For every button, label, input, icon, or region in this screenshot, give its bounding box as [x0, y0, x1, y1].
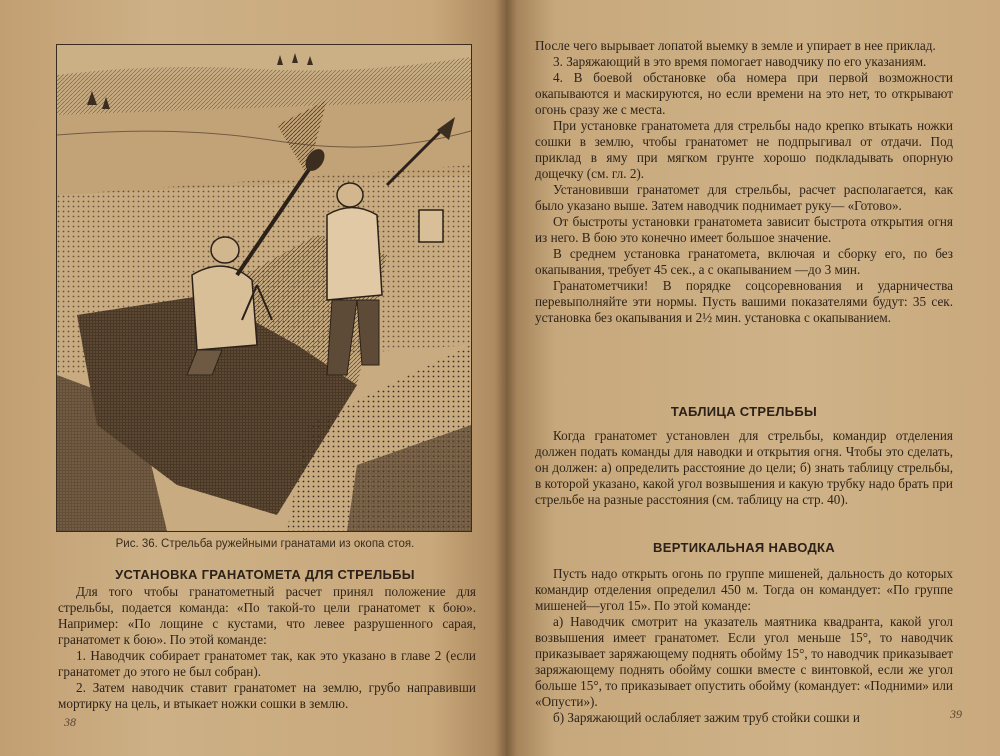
left-body-text — [58, 584, 476, 712]
paragraph: Когда гранатомет установлен для стрельбы, командир отделения должен подать команды для наводки и открытия огня. Чтобы это сделать, он должен: а) определить расстояние до цели; б) знать таблицу стрельбы, в которой указано, какой угол возвышения и какую трубку надо брать при стрельбе на разные расстояния (см. таблицу на стр. 40). — [535, 428, 953, 507]
paragraph: Установивши гранатомет для стрельбы, расчет располагается, как было указано выше. Затем наводчик поднимает руку— «Готово». — [535, 182, 953, 213]
vertical-section-text — [535, 566, 953, 726]
paragraph: Гранатометчики! В порядке соцсоревнования и ударничества перевыполняйте эти нормы. Пусть вашими показателями будут: 35 сек. установка без окапывания и 2½ мин. установка с окапыванием. — [535, 278, 953, 325]
right-body-text — [535, 38, 953, 326]
paragraph: б) Заряжающий ослабляет зажим труб стойки сошки и — [553, 710, 860, 725]
paragraph: 4. В боевой обстановке оба номера при первой возможности окапываются и маскируются, но если времени на это нет, то открывают огонь сразу же с места. — [535, 70, 953, 117]
book-gutter — [495, 0, 517, 756]
paragraph: В среднем установка гранатомета, включая и сборку его, по без окапывания, требует 45 сек., а с окапыванием —до 3 мин. — [535, 246, 953, 277]
figure-caption: Рис. 36. Стрельба ружейными гранатами из окопа стоя. — [115, 538, 415, 550]
trench-illustration — [57, 45, 471, 531]
section-heading-setup: УСТАНОВКА ГРАНАТОМЕТА ДЛЯ СТРЕЛЬБЫ — [115, 567, 415, 582]
paragraph: 1. Наводчик собирает гранатомет так, как это указано в главе 2 (если гранатомет до этого не был собран). — [58, 648, 476, 679]
paragraph: После чего вырывает лопатой выемку в земле и упирает в нее приклад. — [535, 38, 936, 53]
figure-illustration — [56, 44, 472, 532]
table-section-text — [535, 428, 953, 508]
paragraph: а) Наводчик смотрит на указатель маятника квадранта, какой угол возвышения имеет гранатомет. Если угол меньше 15°, то наводчик приказывает заряжающему поднять обойму 15°, то наводчик приказывает заряжающему поднять обойму сошки вместе с винтовкой, если же угол больше 15°, то приказывает опустить обойму (командует: «Подними» или «Опусти»). — [535, 614, 953, 709]
paragraph: При установке гранатомета для стрельбы надо крепко втыкать ножки сошки в землю, чтобы гранатомет не подпрыгивал от отдачи. Под приклад в яму при мягком грунте хорошо подкладывать опорную дощечку (см. гл. 2). — [535, 118, 953, 181]
paragraph: Пусть надо открыть огонь по группе мишеней, дальность до которых командир отделения определил 450 м. Тогда он командует: «По группе мишеней—угол 15». По этой команде: — [535, 566, 953, 613]
page-number-left: 38 — [64, 715, 76, 729]
paragraph: 2. Затем наводчик ставит гранатомет на землю, грубо направивши мортирку на цель, и втыкает ножки сошки в землю. — [58, 680, 476, 711]
section-heading-table: ТАБЛИЦА СТРЕЛЬБЫ — [670, 404, 818, 419]
page-number-right: 39 — [950, 707, 962, 721]
paragraph: От быстроты установки гранатомета зависит быстрота открытия огня из него. В бою это конечно имеет большое значение. — [535, 214, 953, 245]
paragraph: 3. Заряжающий в это время помогает наводчику по его указаниям. — [553, 54, 927, 69]
section-heading-vertical: ВЕРТИКАЛЬНАЯ НАВОДКА — [653, 540, 835, 555]
paragraph: Для того чтобы гранатометный расчет принял положение для стрельбы, подается команда: «По такой-то цели гранатомет к бою». Например: «По лощине с кустами, что левее разрушенного сарая, гранатомет к бою». По этой команде: — [58, 584, 476, 647]
